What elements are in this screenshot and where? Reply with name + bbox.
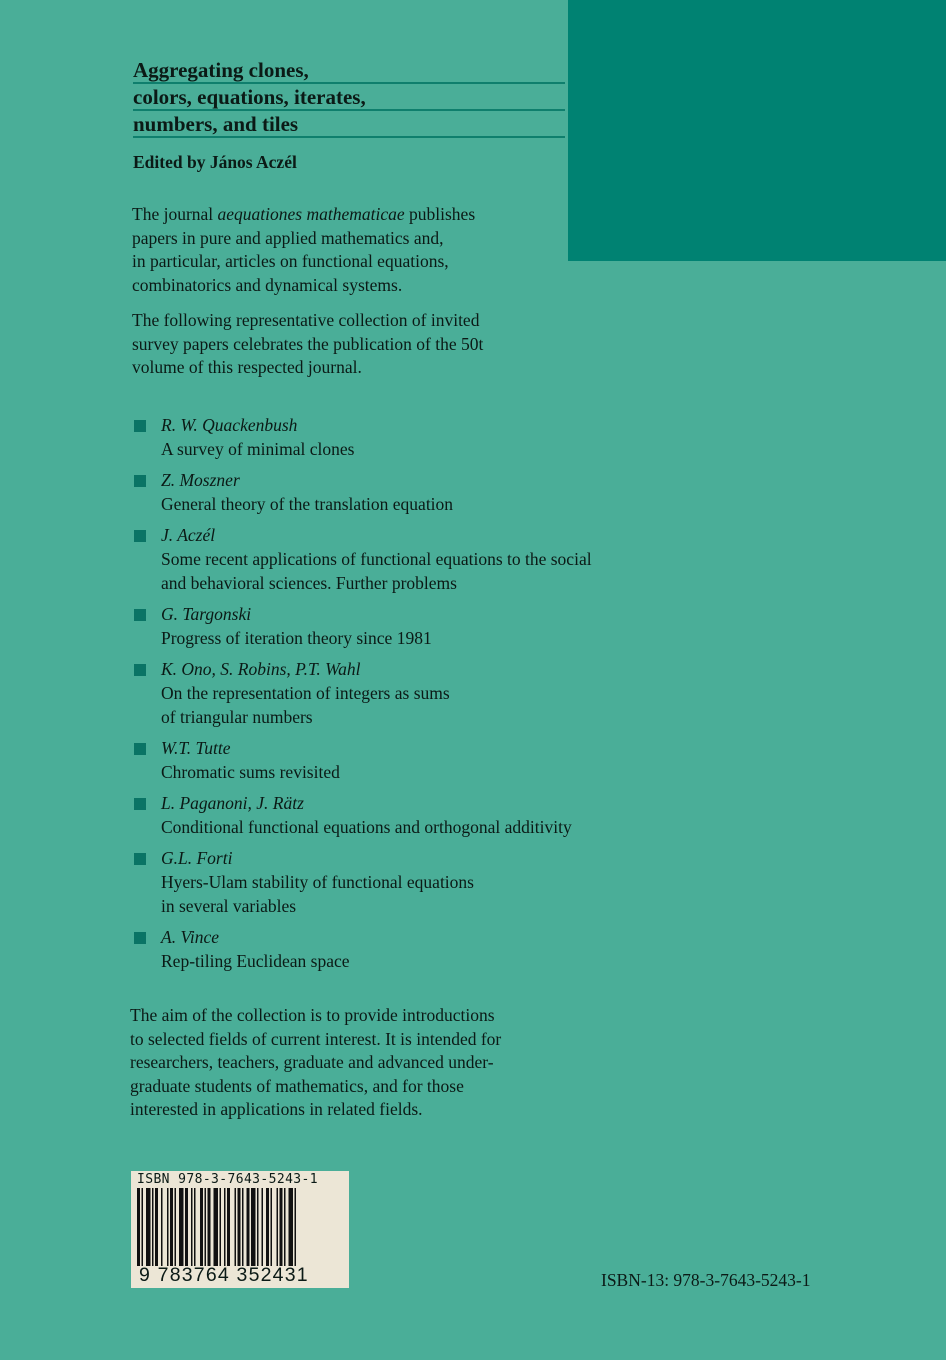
list-item <box>134 603 694 651</box>
aim-line-4: graduate students of mathematics, and for those <box>130 1075 464 1096</box>
item-author: G. Targonski <box>161 604 252 625</box>
collection-line-3: volume of this respected journal. <box>132 357 362 377</box>
item-title: Some recent applications of functional equations to the social <box>161 548 592 569</box>
title-line-2: colors, equations, iterates, <box>133 85 565 111</box>
title-line-3: numbers, and tiles <box>133 112 565 138</box>
square-bullet-icon <box>134 664 146 676</box>
intro-line-1 <box>132 203 602 227</box>
title-line-1: Aggregating clones, <box>133 58 565 84</box>
item-author: W.T. Tutte <box>161 738 231 759</box>
intro-paragraph <box>132 203 602 297</box>
list-item <box>134 524 694 595</box>
intro-line-4: combinatorics and dynamical systems. <box>132 274 403 295</box>
list-item <box>134 658 694 729</box>
isbn-13: ISBN-13: 978-3-7643-5243-1 <box>601 1270 811 1290</box>
book-title <box>133 58 565 139</box>
contents-list <box>134 414 694 981</box>
collection-line-1: The following representative collection of invited <box>132 310 480 330</box>
intro-line-3: in particular, articles on functional equations, <box>132 251 449 271</box>
square-bullet-icon <box>134 420 146 432</box>
list-item <box>134 469 694 517</box>
list-item <box>134 792 694 840</box>
list-item <box>134 414 694 462</box>
item-title: General theory of the translation equation <box>161 493 454 514</box>
item-title: A survey of minimal clones <box>161 438 355 459</box>
editor-credit: Edited by János Aczél <box>133 152 297 172</box>
item-author: A. Vince <box>161 927 219 948</box>
square-bullet-icon <box>134 853 146 865</box>
collection-line-2: survey papers celebrates the publication of the 50t <box>132 333 484 354</box>
square-bullet-icon <box>134 798 146 810</box>
aim-line-2: to selected fields of current interest. It is intended for <box>130 1028 502 1049</box>
list-item <box>134 847 694 918</box>
aim-line-3: researchers, teachers, graduate and advanced under- <box>130 1052 494 1072</box>
item-title: Chromatic sums revisited <box>161 761 340 782</box>
item-title-cont: and behavioral sciences. Further problems <box>161 572 457 593</box>
square-bullet-icon <box>134 530 146 542</box>
item-author: K. Ono, S. Robins, P.T. Wahl <box>161 659 361 680</box>
square-bullet-icon <box>134 743 146 755</box>
intro-line-2: papers in pure and applied mathematics and, <box>132 227 444 248</box>
intro-line-1-post: publishes <box>404 204 476 224</box>
item-title-cont: in several variables <box>161 895 297 916</box>
barcode <box>131 1171 349 1288</box>
collection-paragraph <box>132 309 602 380</box>
item-title-cont: of triangular numbers <box>161 706 313 727</box>
journal-name: aequationes mathematicae <box>217 204 405 224</box>
list-item <box>134 926 694 974</box>
aim-line-1: The aim of the collection is to provide introductions <box>130 1005 495 1025</box>
aim-paragraph <box>130 1004 600 1122</box>
corner-color-block <box>568 0 946 261</box>
square-bullet-icon <box>134 609 146 621</box>
list-item <box>134 737 694 785</box>
item-title: Hyers-Ulam stability of functional equations <box>161 872 474 893</box>
item-author: G.L. Forti <box>161 848 233 869</box>
barcode-isbn-text: ISBN 978-3-7643-5243-1 <box>137 1172 318 1187</box>
aim-line-5: interested in applications in related fields. <box>130 1099 423 1119</box>
square-bullet-icon <box>134 475 146 487</box>
barcode-digits: 9 783764 352431 <box>139 1264 309 1286</box>
item-title: Conditional functional equations and orthogonal additivity <box>161 816 572 837</box>
item-title: On the representation of integers as sums <box>161 682 450 703</box>
item-author: J. Aczél <box>161 525 216 546</box>
item-title: Rep-tiling Euclidean space <box>161 950 350 971</box>
item-author: L. Paganoni, J. Rätz <box>161 793 304 814</box>
item-title: Progress of iteration theory since 1981 <box>161 627 432 648</box>
item-author: R. W. Quackenbush <box>161 415 298 435</box>
intro-line-1-pre: The journal <box>132 204 218 224</box>
barcode-bars-icon <box>137 1188 343 1266</box>
square-bullet-icon <box>134 932 146 944</box>
item-author: Z. Moszner <box>161 470 240 491</box>
